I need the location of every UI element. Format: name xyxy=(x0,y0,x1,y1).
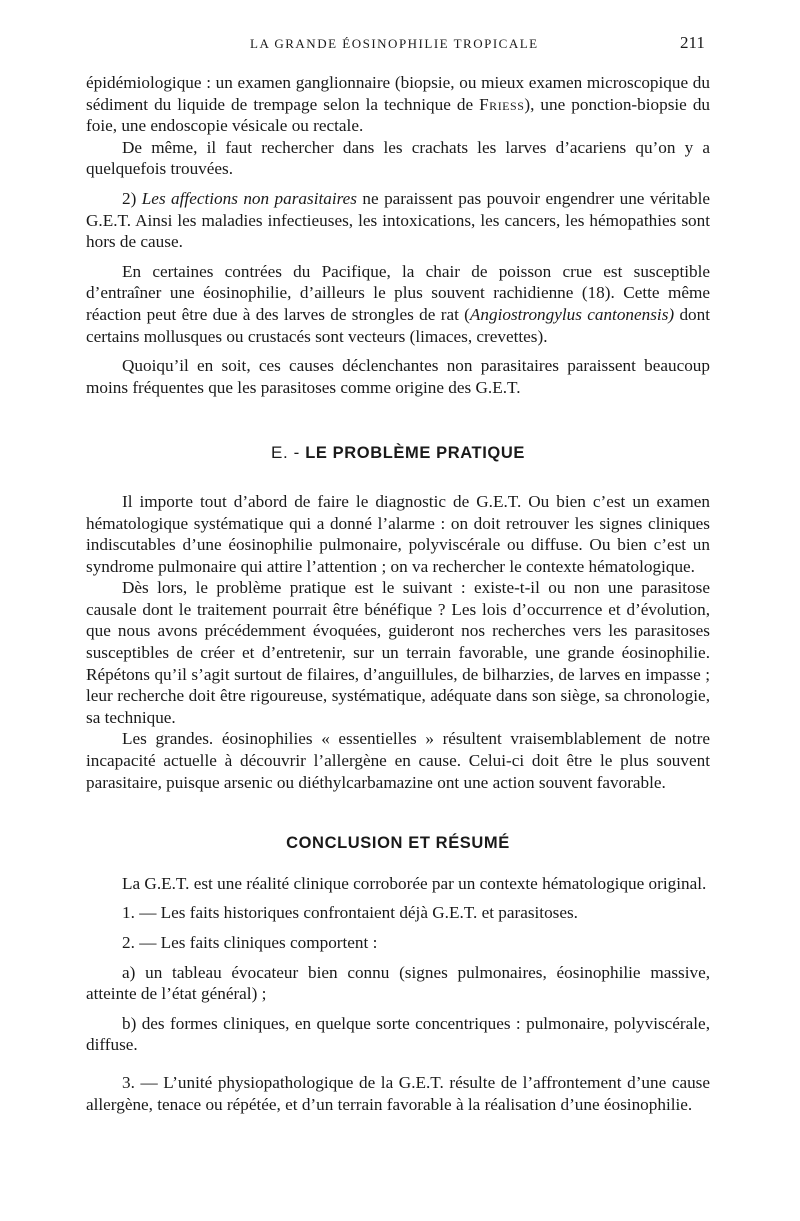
conclusion-item-3: 3. — L’unité physiopathologique de la G.E.T. résulte de l’affrontement d’une cause allergène, tenace ou répétée, et d’un terrain favorable à la réalisation d’une éosinophilie. xyxy=(86,1072,710,1114)
conclusion-item-2b: b) des formes cliniques, en quelque sorte concentriques : pulmonaire, polyviscérale, diffuse. xyxy=(86,1013,710,1055)
conclusion-item-2: 2. — Les faits cliniques comportent : xyxy=(122,933,378,952)
page-number: 211 xyxy=(680,33,705,52)
conclusion-item-1: 1. — Les faits historiques confrontaient déjà G.E.T. et parasitoses. xyxy=(122,903,578,923)
paragraph-practical-problem: Dès lors, le problème pratique est le suivant : existe-t-il ou non une parasitose causale dont le traitement pourrait être bénéfique ? Les lois d’occurrence et d’évolution, que nous avons précédemment évoquées, guideront nos recherches vers les parasitoses susceptibles de créer et d’entretenir, sur un terrain favorable, une grande éosinophilie. Répétons qu’il s’agit surtout de filaires, d’anguillules, de bilharzies, de larves en impasse ; leur recherche doit être rigoureuse, systématique, adéquate dans son siège, sa chronologie, sa technique. xyxy=(86,578,710,727)
paragraph-acariens: De même, il faut rechercher dans les crachats les larves d’acariens qu’on y a quelquefois trouvées. xyxy=(86,137,710,179)
section-heading-conclusion: CONCLUSION ET RÉSUMÉ xyxy=(286,834,510,853)
italic-term: Les affections non parasitaires xyxy=(141,188,357,208)
section-heading-e: E. - LE PROBLÈME PRATIQUE xyxy=(271,443,525,463)
conclusion-intro: La G.E.T. est une réalité clinique corroborée par un contexte hématologique original. xyxy=(122,873,707,893)
species-name: Angiostrongylus cantonensis) xyxy=(469,304,675,324)
paragraph-causes: Quoiqu’il en soit, ces causes déclenchantes non parasitaires paraissent beaucoup moins fréquentes que les parasitoses comme origine des G.E.T. xyxy=(86,356,710,397)
paragraph-non-parasitic: 2) Les affections non parasitaires ne paraissent pas pouvoir engendrer une véritable G.E.T. Ainsi les maladies infectieuses, les intoxications, les cancers, les hémopathies sont hors de cause. xyxy=(86,188,710,252)
author-name: Friess xyxy=(479,94,525,114)
running-title: LA GRANDE ÉOSINOPHILIE TROPICALE xyxy=(250,36,539,51)
paragraph-essential-eosinophilia: Les grandes. éosinophilies « essentielles » résultent vraisemblablement de notre incapacité actuelle à découvrir l’allergène en cause. Celui-ci doit être le plus souvent parasitaire, puisque arsenic ou diéthylcarbamazine ont une action souvent favorable. xyxy=(86,729,710,792)
paragraph-pacific: En certaines contrées du Pacifique, la chair de poisson crue est susceptible d’entraîner une éosinophilie, d’ailleurs le plus souvent rachidienne (18). Cette même réaction peut être due à des larves de strongles de rat (Angiostrongylus cantonensis) dont certains mollusques ou crustacés sont vecteurs (limaces, crevettes). xyxy=(86,261,710,346)
paragraph-diagnostic: Il importe tout d’abord de faire le diagnostic de G.E.T. Ou bien c’est un examen hématologique systématique qui a donné l’alarme : on doit retrouver les signes cliniques indiscutables d’une éosinophilie pulmonaire, polyviscérale ou diffuse. Ou bien c’est un syndrome pulmonaire qui attire l’attention ; on va rechercher le contexte hématologique. xyxy=(86,491,710,576)
paragraph-epidemiology: épidémiologique : un examen ganglionnaire (biopsie, ou mieux examen microscopique du sédiment du liquide de trempage selon la technique de Friess), une ponction-biopsie du foie, une endoscopie vésicale ou rectale. xyxy=(86,73,711,136)
page-body xyxy=(86,72,710,1115)
conclusion-item-2a: a) un tableau évocateur bien connu (signes pulmonaires, éosinophilie massive, atteinte de l’état général) ; xyxy=(86,962,710,1004)
